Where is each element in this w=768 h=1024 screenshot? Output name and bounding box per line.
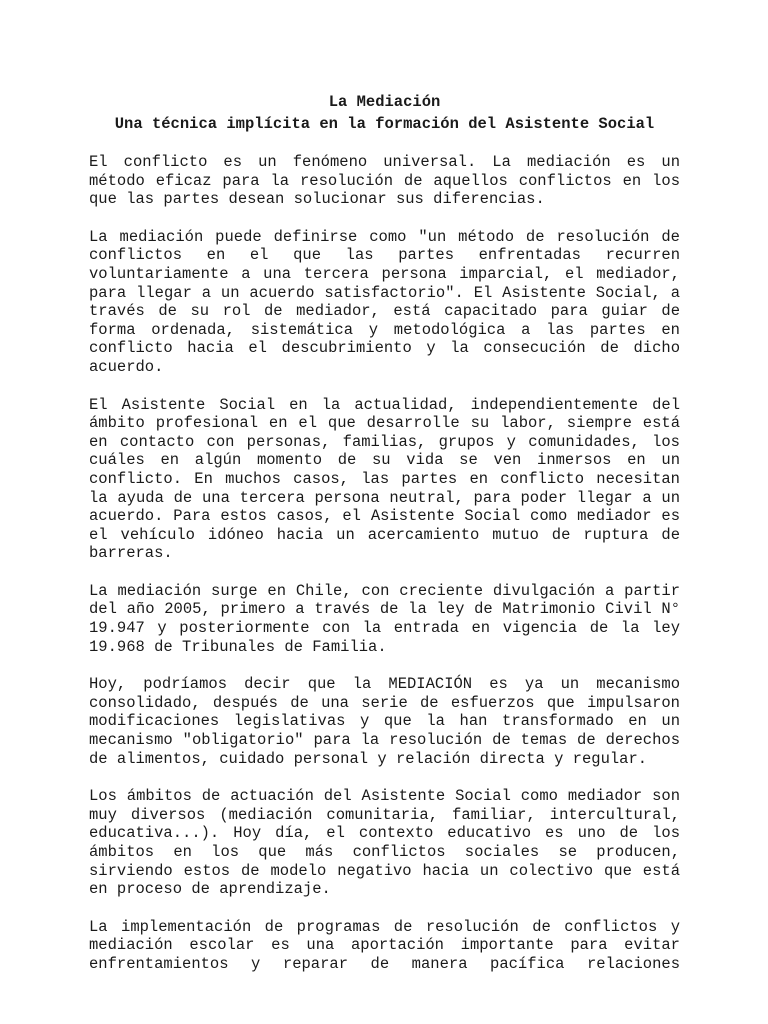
document-subtitle: Una técnica implícita en la formación del Asistente Social <box>114 115 655 133</box>
paragraph-4: La mediación surge en Chile, con creciente divulgación a partir del año 2005, primero a través de la ley de Matrimonio Civil N° 19.947 y posteriormente con la entrada en vigencia de la ley 19.968 de Tribunales de Familia. <box>89 581 680 656</box>
paragraph-7: La implementación de programas de resolución de conflictos y mediación escolar es una aportación importante para evitar enfrentamientos y reparar de manera pacífica relaciones <box>89 917 680 973</box>
paragraph-1: El conflicto es un fenómeno universal. La mediación es un método eficaz para la resolución de aquellos conflictos en los que las partes desean solucionar sus diferencias. <box>89 153 680 209</box>
paragraph-2: La mediación puede definirse como "un método de resolución de conflictos en el que las partes enfrentadas recurren voluntariamente a una tercera persona imparcial, el mediador, para llegar a un acuerdo satisfactorio". El Asistente Social, a través de su rol de mediador, está capacitado para guiar de forma ordenada, sistemática y metodológica a las partes en conflicto hacia el descubrimiento y la consecución de dicho acuerdo. <box>89 227 680 376</box>
paragraph-6: Los ámbitos de actuación del Asistente Social como mediador son muy diversos (mediación comunitaria, familiar, intercultural, educativa...). Hoy día, el contexto educativo es uno de los ámbitos en los que más conflictos sociales se producen, sirviendo estos de modelo negativo hacia un colectivo que está en proceso de aprendizaje. <box>89 787 680 899</box>
document-page <box>89 92 680 974</box>
paragraph-5: Hoy, podríamos decir que la MEDIACIÓN es ya un mecanismo consolidado, después de una serie de esfuerzos que impulsaron modificaciones legislativas y que la han transformado en un mecanismo "obligatorio" para la resolución de temas de derechos de alimentos, cuidado personal y relación directa y regular. <box>89 675 680 768</box>
paragraph-3: El Asistente Social en la actualidad, independientemente del ámbito profesional en el que desarrolle su labor, siempre está en contacto con personas, familias, grupos y comunidades, los cuáles en algún momento de su vida se ven inmersos en un conflicto. En muchos casos, las partes en conflicto necesitan la ayuda de una tercera persona neutral, para poder llegar a un acuerdo. Para estos casos, el Asistente Social como mediador es el vehículo idóneo hacia un acercamiento mutuo de ruptura de barreras. <box>89 395 680 563</box>
document-title: La Mediación <box>328 93 441 111</box>
